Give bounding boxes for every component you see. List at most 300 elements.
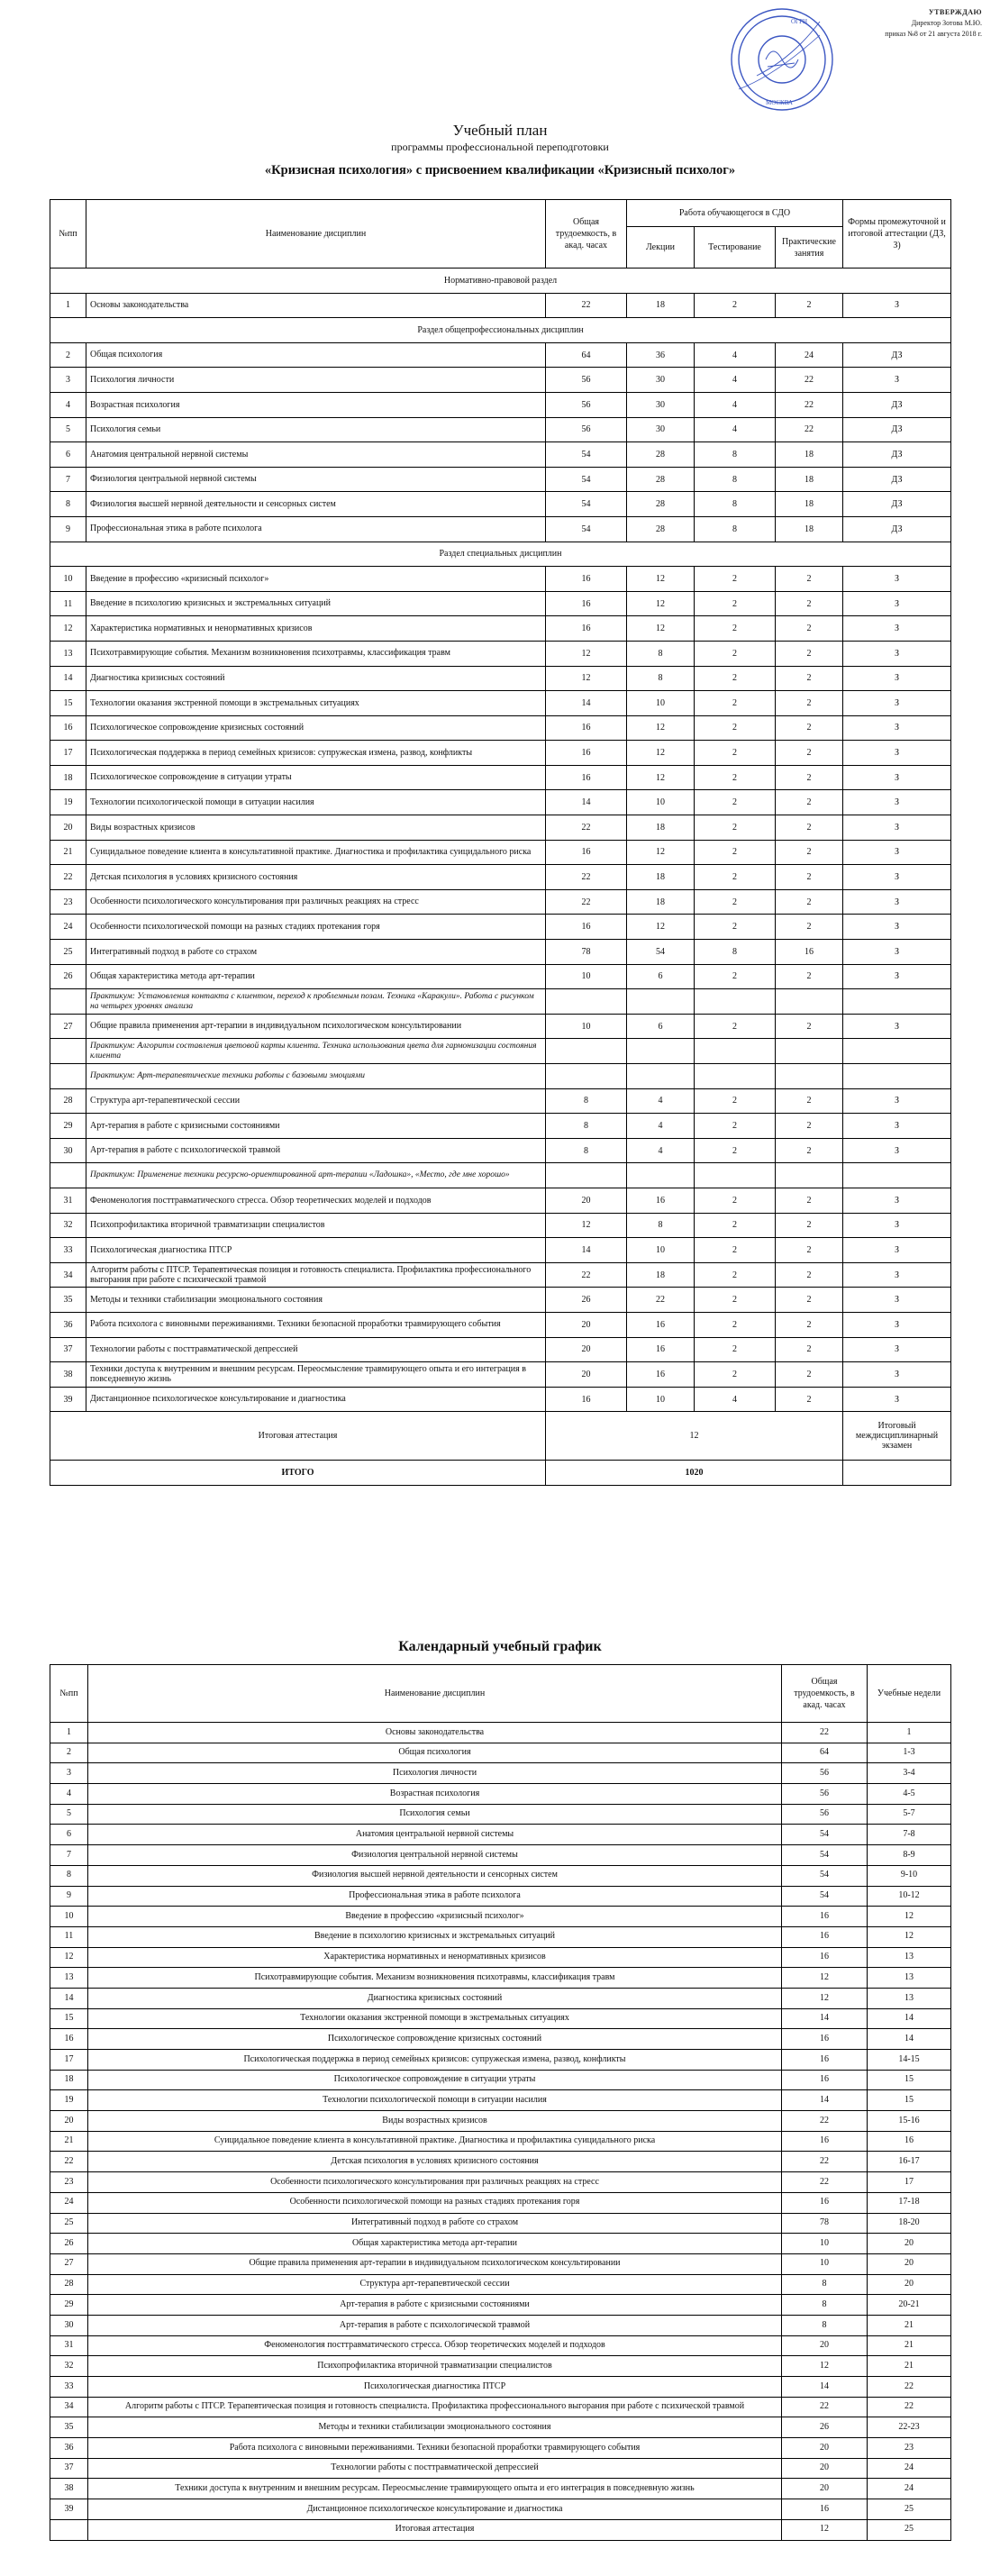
lecture-hours: 12 xyxy=(627,765,695,790)
total-hours: 22 xyxy=(546,865,627,890)
total-hours: 78 xyxy=(546,940,627,965)
empty-cell xyxy=(546,1039,627,1064)
lecture-hours: 6 xyxy=(627,1014,695,1039)
discipline-name: Арт-терапия в работе с кризисными состояниями xyxy=(86,1114,546,1139)
table-row xyxy=(50,2499,951,2520)
total-hours: 16 xyxy=(546,591,627,616)
row-num: 23 xyxy=(50,889,86,915)
testing-hours: 2 xyxy=(695,1238,776,1263)
practice-hours: 2 xyxy=(776,591,843,616)
attestation-form: З xyxy=(843,293,951,318)
attestation-form: З xyxy=(843,1238,951,1263)
row-num: 22 xyxy=(50,2152,88,2172)
total-hours: 54 xyxy=(782,1886,868,1907)
attestation-form: З xyxy=(843,1114,951,1139)
empty-cell xyxy=(627,1039,695,1064)
total-hours: 14 xyxy=(546,790,627,815)
total-hours: 54 xyxy=(546,492,627,517)
table-row xyxy=(50,1312,951,1337)
study-weeks: 25 xyxy=(868,2499,951,2520)
practice-hours: 24 xyxy=(776,342,843,368)
testing-hours: 4 xyxy=(695,417,776,442)
header-lectures: Лекции xyxy=(627,227,695,269)
attestation-form: З xyxy=(843,1262,951,1288)
total-hours: 16 xyxy=(782,2131,868,2152)
row-num: 29 xyxy=(50,1114,86,1139)
attestation-form: З xyxy=(843,1387,951,1412)
discipline-name: Психологическое сопровождение в ситуации утраты xyxy=(86,765,546,790)
discipline-name: Детская психология в условиях кризисного состояния xyxy=(88,2152,782,2172)
lecture-hours: 18 xyxy=(627,293,695,318)
table-row xyxy=(50,1865,951,1886)
row-num: 8 xyxy=(50,1865,88,1886)
final-attestation-form: Итоговый междисциплинарный экзамен xyxy=(843,1412,951,1461)
testing-hours: 2 xyxy=(695,1337,776,1362)
final-attestation-hours: 12 xyxy=(546,1412,843,1461)
practice-hours: 2 xyxy=(776,964,843,989)
row-num: 9 xyxy=(50,1886,88,1907)
header-work: Работа обучающегося в СДО xyxy=(627,200,843,227)
total-hours: 8 xyxy=(782,2274,868,2295)
study-weeks: 21 xyxy=(868,2356,951,2377)
total-hours: 54 xyxy=(546,516,627,542)
table-row xyxy=(50,666,951,691)
table-row xyxy=(50,2335,951,2356)
practice-hours: 2 xyxy=(776,1262,843,1288)
lecture-hours: 4 xyxy=(627,1138,695,1163)
discipline-name: Методы и техники стабилизации эмоционального состояния xyxy=(88,2417,782,2438)
row-num: 13 xyxy=(50,641,86,666)
attestation-form: З xyxy=(843,1188,951,1213)
document-subtitle: программы профессиональной переподготовки xyxy=(391,141,609,153)
attestation-form: З xyxy=(843,865,951,890)
table-row xyxy=(50,1014,951,1039)
table-row xyxy=(50,940,951,965)
row-num: 23 xyxy=(50,2172,88,2193)
attestation-form: З xyxy=(843,940,951,965)
table-row xyxy=(50,2519,951,2540)
discipline-name: Особенности психологического консультирования при различных реакциях на стресс xyxy=(86,889,546,915)
total-hours: 16 xyxy=(546,765,627,790)
table-row xyxy=(50,1907,951,1927)
discipline-name: Особенности психологической помощи на разных стадиях протекания горя xyxy=(88,2192,782,2213)
lecture-hours: 12 xyxy=(627,616,695,642)
table-row xyxy=(50,2438,951,2459)
lecture-hours: 18 xyxy=(627,889,695,915)
row-num: 37 xyxy=(50,1337,86,1362)
total-hours: 64 xyxy=(546,342,627,368)
practice-hours: 2 xyxy=(776,1238,843,1263)
testing-hours: 4 xyxy=(695,342,776,368)
lecture-hours: 36 xyxy=(627,342,695,368)
practice-hours: 18 xyxy=(776,467,843,492)
empty-cell xyxy=(843,1163,951,1188)
total-row xyxy=(50,1461,951,1486)
total-hours: 14 xyxy=(782,2377,868,2398)
empty-cell xyxy=(695,1064,776,1089)
study-weeks: 22 xyxy=(868,2397,951,2417)
testing-hours: 2 xyxy=(695,1138,776,1163)
attestation-form: З xyxy=(843,616,951,642)
row-num: 7 xyxy=(50,467,86,492)
row-num: 34 xyxy=(50,2397,88,2417)
row-num: 18 xyxy=(50,2070,88,2090)
approval-director: Директор Зотова М.Ю. xyxy=(911,19,982,27)
practice-hours: 2 xyxy=(776,616,843,642)
testing-hours: 2 xyxy=(695,815,776,841)
table-row xyxy=(50,641,951,666)
study-weeks: 16 xyxy=(868,2131,951,2152)
study-weeks: 15 xyxy=(868,2090,951,2111)
practicum-text: Практикум: Арт-терапевтические техники работы с базовыми эмоциями xyxy=(86,1064,546,1089)
total-hours: 12 xyxy=(782,2519,868,2540)
row-num: 1 xyxy=(50,293,86,318)
testing-hours: 2 xyxy=(695,1288,776,1313)
lecture-hours: 18 xyxy=(627,815,695,841)
empty-cell xyxy=(776,989,843,1015)
study-weeks: 7-8 xyxy=(868,1825,951,1845)
practice-hours: 2 xyxy=(776,666,843,691)
table-row xyxy=(50,765,951,790)
discipline-name: Физиология высшей нервной деятельности и сенсорных систем xyxy=(88,1865,782,1886)
discipline-name: Дистанционное психологическое консультирование и диагностика xyxy=(86,1387,546,1412)
table-row xyxy=(50,492,951,517)
header-practice: Практические занятия xyxy=(776,227,843,269)
row-num: 2 xyxy=(50,342,86,368)
table-row xyxy=(50,2050,951,2071)
empty-cell xyxy=(695,989,776,1015)
row-num: 10 xyxy=(50,567,86,592)
discipline-name: Психология личности xyxy=(86,368,546,393)
discipline-name: Интегративный подход в работе со страхом xyxy=(86,940,546,965)
table-row xyxy=(50,715,951,741)
table-row xyxy=(50,1743,951,1763)
total-label: ИТОГО xyxy=(50,1461,546,1486)
discipline-name: Техники доступа к внутренним и внешним ресурсам. Переосмысление травмирующего опыта и его интеграция в повседневную жизнь xyxy=(88,2479,782,2499)
total-hours: 26 xyxy=(546,1288,627,1313)
cal-header-weeks: Учебные недели xyxy=(868,1665,951,1723)
discipline-name: Физиология высшей нервной деятельности и сенсорных систем xyxy=(86,492,546,517)
row-num: 37 xyxy=(50,2458,88,2479)
row-num: 11 xyxy=(50,591,86,616)
empty-cell xyxy=(843,989,951,1015)
table-row xyxy=(50,2192,951,2213)
discipline-name: Психологическое сопровождение кризисных состояний xyxy=(86,715,546,741)
table-row xyxy=(50,1188,951,1213)
testing-hours: 2 xyxy=(695,889,776,915)
approval-stamp-block xyxy=(712,4,982,121)
attestation-form: ДЗ xyxy=(843,442,951,468)
total-hours: 16 xyxy=(546,616,627,642)
table-row xyxy=(50,790,951,815)
lecture-hours: 54 xyxy=(627,940,695,965)
discipline-name: Введение в профессию «кризисный психолог» xyxy=(88,1907,782,1927)
total-hours: 10 xyxy=(546,1014,627,1039)
table-row xyxy=(50,964,951,989)
row-num: 20 xyxy=(50,2111,88,2132)
total-hours: 64 xyxy=(782,1743,868,1763)
practicum-text: Практикум: Применение техники ресурсно-ориентированной арт-терапии «Ладошка», «Место, где мне хорошо» xyxy=(86,1163,546,1188)
total-hours: 22 xyxy=(546,889,627,915)
discipline-name: Структура арт-терапевтической сессии xyxy=(86,1088,546,1114)
table-row xyxy=(50,1362,951,1388)
study-weeks: 15-16 xyxy=(868,2111,951,2132)
row-num: 31 xyxy=(50,1188,86,1213)
attestation-form: З xyxy=(843,765,951,790)
attestation-form: ДЗ xyxy=(843,492,951,517)
total-hours: 16 xyxy=(782,2029,868,2050)
study-weeks: 12 xyxy=(868,1907,951,1927)
row-num: 15 xyxy=(50,2008,88,2029)
attestation-form: З xyxy=(843,889,951,915)
attestation-form: З xyxy=(843,567,951,592)
discipline-name: Психологическое сопровождение в ситуации утраты xyxy=(88,2070,782,2090)
row-num: 34 xyxy=(50,1262,86,1288)
discipline-name: Технологии психологической помощи в ситуации насилия xyxy=(86,790,546,815)
study-weeks: 16-17 xyxy=(868,2152,951,2172)
discipline-name: Психологическая поддержка в период семейных кризисов: супружеская измена, развод, конфликты xyxy=(88,2050,782,2071)
practice-hours: 2 xyxy=(776,840,843,865)
discipline-name: Суицидальное поведение клиента в консультативной практике. Диагностика и профилактика суицидального риска xyxy=(86,840,546,865)
lecture-hours: 12 xyxy=(627,591,695,616)
discipline-name: Общая психология xyxy=(88,1743,782,1763)
table-row xyxy=(50,2356,951,2377)
table-row xyxy=(50,2029,951,2050)
total-hours: 12 xyxy=(782,2356,868,2377)
row-num: 8 xyxy=(50,492,86,517)
row-num: 25 xyxy=(50,940,86,965)
study-weeks: 8-9 xyxy=(868,1845,951,1866)
study-weeks: 14-15 xyxy=(868,2050,951,2071)
discipline-name: Общая характеристика метода арт-терапии xyxy=(88,2234,782,2254)
discipline-name: Общие правила применения арт-терапии в индивидуальном психологическом консультировании xyxy=(88,2253,782,2274)
row-num: 3 xyxy=(50,1763,88,1784)
practice-hours: 2 xyxy=(776,715,843,741)
lecture-hours: 30 xyxy=(627,392,695,417)
study-weeks: 5-7 xyxy=(868,1804,951,1825)
table-row xyxy=(50,1213,951,1238)
curriculum-table xyxy=(50,199,951,1486)
practice-hours: 2 xyxy=(776,815,843,841)
study-weeks: 10-12 xyxy=(868,1886,951,1907)
attestation-form: ДЗ xyxy=(843,392,951,417)
total-hours: 16 xyxy=(782,2070,868,2090)
program-title: «Кризисная психология» с присвоением квалификации «Кризисный психолог» xyxy=(264,163,736,177)
total-hours: 20 xyxy=(546,1188,627,1213)
empty-cell xyxy=(627,1163,695,1188)
lecture-hours: 28 xyxy=(627,442,695,468)
practice-hours: 2 xyxy=(776,765,843,790)
table-row xyxy=(50,442,951,468)
attestation-form: З xyxy=(843,915,951,940)
table-row xyxy=(50,865,951,890)
table-row xyxy=(50,417,951,442)
discipline-name: Введение в профессию «кризисный психолог» xyxy=(86,567,546,592)
section-row xyxy=(50,269,951,294)
discipline-name: Психопрофилактика вторичной травматизации специалистов xyxy=(88,2356,782,2377)
total-hours: 16 xyxy=(782,2192,868,2213)
seal-bottom-text: МОСКВА xyxy=(766,99,793,106)
row-num: 36 xyxy=(50,1312,86,1337)
study-weeks: 12 xyxy=(868,1926,951,1947)
attestation-form: ДЗ xyxy=(843,342,951,368)
total-hours: 22 xyxy=(782,2397,868,2417)
practicum-text: Практикум: Алгоритм составления цветовой карты клиента. Техника использования цвета для гармонизации состояния клиента xyxy=(86,1039,546,1064)
table-row xyxy=(50,1387,951,1412)
total-hours: 20 xyxy=(782,2458,868,2479)
practice-hours: 2 xyxy=(776,1362,843,1388)
lecture-hours: 28 xyxy=(627,492,695,517)
practice-hours: 2 xyxy=(776,1114,843,1139)
row-num: 11 xyxy=(50,1926,88,1947)
discipline-name: Физиология центральной нервной системы xyxy=(86,467,546,492)
total-hours: 20 xyxy=(546,1337,627,1362)
total-hours: 16 xyxy=(782,1926,868,1947)
testing-hours: 2 xyxy=(695,741,776,766)
cal-header-total: Общая трудоемкость, в акад. часах xyxy=(782,1665,868,1723)
table-row xyxy=(50,2213,951,2234)
study-weeks: 1-3 xyxy=(868,1743,951,1763)
discipline-name: Технологии оказания экстренной помощи в экстремальных ситуациях xyxy=(88,2008,782,2029)
row-num: 4 xyxy=(50,1784,88,1805)
table-row xyxy=(50,2131,951,2152)
total-hours: 56 xyxy=(546,392,627,417)
discipline-name: Общие правила применения арт-терапии в индивидуальном психологическом консультировании xyxy=(86,1014,546,1039)
table-row xyxy=(50,516,951,542)
table-row xyxy=(50,392,951,417)
discipline-name: Методы и техники стабилизации эмоционального состояния xyxy=(86,1288,546,1313)
row-num: 6 xyxy=(50,1825,88,1845)
table-row xyxy=(50,1947,951,1968)
total-hours: 22 xyxy=(782,1723,868,1743)
row-num: 21 xyxy=(50,840,86,865)
practice-hours: 2 xyxy=(776,293,843,318)
testing-hours: 2 xyxy=(695,567,776,592)
total-hours: 54 xyxy=(546,467,627,492)
attestation-form: З xyxy=(843,790,951,815)
row-num: 19 xyxy=(50,2090,88,2111)
practice-hours: 2 xyxy=(776,865,843,890)
testing-hours: 2 xyxy=(695,666,776,691)
discipline-name: Суицидальное поведение клиента в консультативной практике. Диагностика и профилактика суицидального риска xyxy=(88,2131,782,2152)
round-seal-stamp xyxy=(712,4,865,121)
total-hours: 56 xyxy=(546,417,627,442)
testing-hours: 2 xyxy=(695,1014,776,1039)
discipline-name: Физиология центральной нервной системы xyxy=(88,1845,782,1866)
discipline-name: Психология личности xyxy=(88,1763,782,1784)
discipline-name: Итоговая аттестация xyxy=(88,2519,782,2540)
total-hours: 20 xyxy=(782,2438,868,2459)
row-num: 28 xyxy=(50,2274,88,2295)
total-hours: 8 xyxy=(782,2295,868,2316)
attestation-form: З xyxy=(843,741,951,766)
study-weeks: 20 xyxy=(868,2274,951,2295)
practice-hours: 2 xyxy=(776,790,843,815)
total-hours: 22 xyxy=(546,1262,627,1288)
table-row xyxy=(50,2111,951,2132)
practice-hours: 2 xyxy=(776,1088,843,1114)
total-hours: 56 xyxy=(782,1784,868,1805)
table-row xyxy=(50,1926,951,1947)
table-row xyxy=(50,2172,951,2193)
study-weeks: 13 xyxy=(868,1968,951,1989)
table-row xyxy=(50,2008,951,2029)
discipline-name: Анатомия центральной нервной системы xyxy=(86,442,546,468)
discipline-name: Феноменология посттравматического стресса. Обзор теоретических моделей и подходов xyxy=(88,2335,782,2356)
discipline-name: Введение в психологию кризисных и экстремальных ситуаций xyxy=(86,591,546,616)
lecture-hours: 16 xyxy=(627,1312,695,1337)
lecture-hours: 12 xyxy=(627,567,695,592)
row-num: 2 xyxy=(50,1743,88,1763)
table-row xyxy=(50,1968,951,1989)
discipline-name: Работа психолога с виновными переживаниями. Техники безопасной проработки травмирующего события xyxy=(88,2438,782,2459)
attestation-form: З xyxy=(843,715,951,741)
practice-hours: 2 xyxy=(776,1312,843,1337)
row-num: 35 xyxy=(50,2417,88,2438)
discipline-name: Профессиональная этика в работе психолога xyxy=(86,516,546,542)
study-weeks: 20-21 xyxy=(868,2295,951,2316)
attestation-form: ДЗ xyxy=(843,516,951,542)
row-num: 30 xyxy=(50,2315,88,2335)
discipline-name: Психопрофилактика вторичной травматизации специалистов xyxy=(86,1213,546,1238)
study-weeks: 24 xyxy=(868,2479,951,2499)
study-weeks: 9-10 xyxy=(868,1865,951,1886)
row-num: 20 xyxy=(50,815,86,841)
table-row xyxy=(50,2417,951,2438)
table-row xyxy=(50,1337,951,1362)
lecture-hours: 16 xyxy=(627,1362,695,1388)
empty-cell xyxy=(843,1064,951,1089)
practicum-text: Практикум: Установления контакта с клиентом, переход к проблемным позам. Техника «Каракули». Работа с рисунком на четырех уровнях анализа xyxy=(86,989,546,1015)
row-num: 7 xyxy=(50,1845,88,1866)
total-hours: 10 xyxy=(782,2234,868,2254)
table-row xyxy=(50,1088,951,1114)
total-hours: 12 xyxy=(546,1213,627,1238)
lecture-hours: 8 xyxy=(627,1213,695,1238)
attestation-form: З xyxy=(843,840,951,865)
lecture-hours: 12 xyxy=(627,915,695,940)
empty-cell xyxy=(627,989,695,1015)
row-num: 35 xyxy=(50,1288,86,1313)
total-hours: 16 xyxy=(782,1907,868,1927)
discipline-name: Технологии работы с посттравматической депрессией xyxy=(88,2458,782,2479)
approval-text xyxy=(865,7,982,40)
total-hours: 56 xyxy=(782,1763,868,1784)
total-hours: 20 xyxy=(546,1362,627,1388)
practice-hours: 2 xyxy=(776,1138,843,1163)
table-row xyxy=(50,2090,951,2111)
testing-hours: 2 xyxy=(695,765,776,790)
total-hours: 54 xyxy=(782,1825,868,1845)
practicum-row xyxy=(50,1064,951,1089)
row-num: 19 xyxy=(50,790,86,815)
row-num: 15 xyxy=(50,691,86,716)
discipline-name: Диагностика кризисных состояний xyxy=(86,666,546,691)
row-num: 16 xyxy=(50,2029,88,2050)
total-hours: 54 xyxy=(782,1845,868,1866)
discipline-name: Виды возрастных кризисов xyxy=(88,2111,782,2132)
testing-hours: 2 xyxy=(695,715,776,741)
discipline-name: Арт-терапия в работе с кризисными состояниями xyxy=(88,2295,782,2316)
attestation-form: З xyxy=(843,1362,951,1388)
discipline-name: Дистанционное психологическое консультирование и диагностика xyxy=(88,2499,782,2520)
row-num: 24 xyxy=(50,915,86,940)
discipline-name: Диагностика кризисных состояний xyxy=(88,1988,782,2008)
row-num: 5 xyxy=(50,417,86,442)
attestation-form: З xyxy=(843,1088,951,1114)
discipline-name: Техники доступа к внутренним и внешним ресурсам. Переосмысление травмирующего опыта и его интеграция в повседневную жизнь xyxy=(86,1362,546,1388)
practice-hours: 22 xyxy=(776,417,843,442)
